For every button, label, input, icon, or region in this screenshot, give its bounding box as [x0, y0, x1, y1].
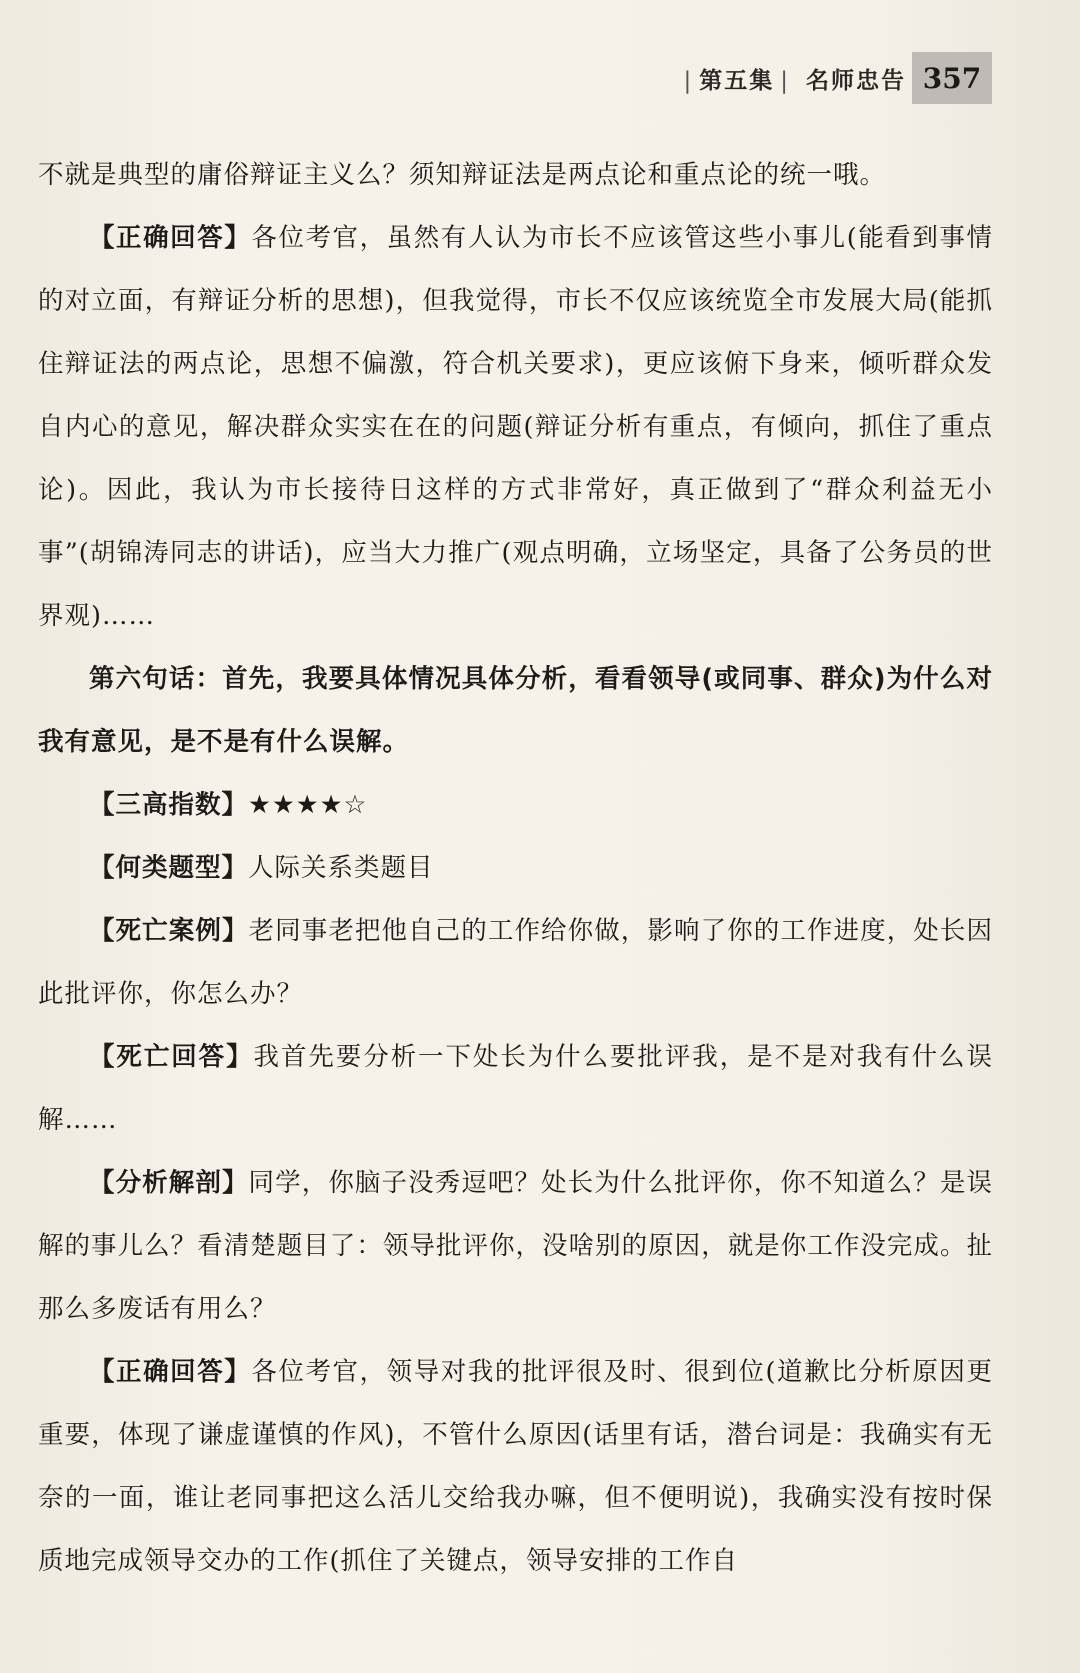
section-tag: 【何类题型】 [89, 853, 249, 883]
paragraph-rating [38, 774, 993, 837]
section-heading-sixth: 第六句话：首先，我要具体情况具体分析，看看领导(或同事、群众)为什么对我有意见，是不是有什么误解。 [38, 664, 993, 757]
paragraph-death-case: 【死亡案例】老同事老把他自己的工作给你做，影响了你的工作进度，处长因此批评你，你怎么办？ [38, 916, 993, 1009]
section-tag: 【正确回答】 [89, 223, 252, 253]
paragraph-analysis: 【分析解剖】同学，你脑子没秀逗吧？处长为什么批评你，你不知道么？是误解的事儿么？看清楚题目了：领导批评你，没啥别的原因，就是你工作没完成。扯那么多废话有用么？ [38, 1168, 993, 1324]
header-title: 名师忠告 [806, 68, 906, 94]
paragraph-correct-answer-1: 【正确回答】各位考官，虽然有人认为市长不应该管这些小事儿(能看到事情的对立面，有辩证分析的思想)，但我觉得，市长不仅应该统览全市发展大局(能抓住辩证法的两点论，思想不偏激，符合机关要求)，更应该俯下身来，倾听群众发自内心的意见，解决群众实实在在的问题(辩证分析有重点，有倾向，抓住了重点论)。因此，我认为市长接待日这样的方式非常好，真正做到了“群众利益无小事”(胡锦涛同志的讲话)，应当大力推广(观点明确，立场坚定，具备了公务员的世界观)…… [38, 223, 993, 631]
paragraph-question-type: 【何类题型】人际关系类题目 [89, 853, 434, 883]
section-tag: 【正确回答】 [89, 1357, 252, 1387]
paragraph-correct-answer-2: 【正确回答】各位考官，领导对我的批评很及时、很到位(道歉比分析原因更重要，体现了谦虚谨慎的作风)，不管什么原因(话里有话，潜台词是：我确实有无奈的一面，谁让老同事把这么活儿交给我办嘛，但不便明说)，我确实没有按时保质地完成领导交办的工作(抓住了关键点，领导安排的工作自 [38, 1357, 993, 1576]
paragraph-death-answer: 【死亡回答】我首先要分析一下处长为什么要批评我，是不是对我有什么误解…… [38, 1042, 993, 1135]
section-tag: 【三高指数】 [89, 790, 249, 820]
header-text: | 第五集 | 名师忠告 [683, 68, 906, 94]
section-tag: 【分析解剖】 [89, 1168, 249, 1198]
running-header [0, 52, 1080, 104]
section-tag: 【死亡回答】 [89, 1042, 254, 1072]
body-text [38, 144, 993, 1593]
section-tag: 【死亡案例】 [89, 916, 249, 946]
paragraph-continuation: 不就是典型的庸俗辩证主义么？须知辩证法是两点论和重点论的统一哦。 [38, 160, 887, 190]
rating-stars: ★★★★☆ [248, 790, 368, 820]
header-series: 第五集 [699, 68, 775, 94]
page-number: 357 [912, 52, 992, 104]
